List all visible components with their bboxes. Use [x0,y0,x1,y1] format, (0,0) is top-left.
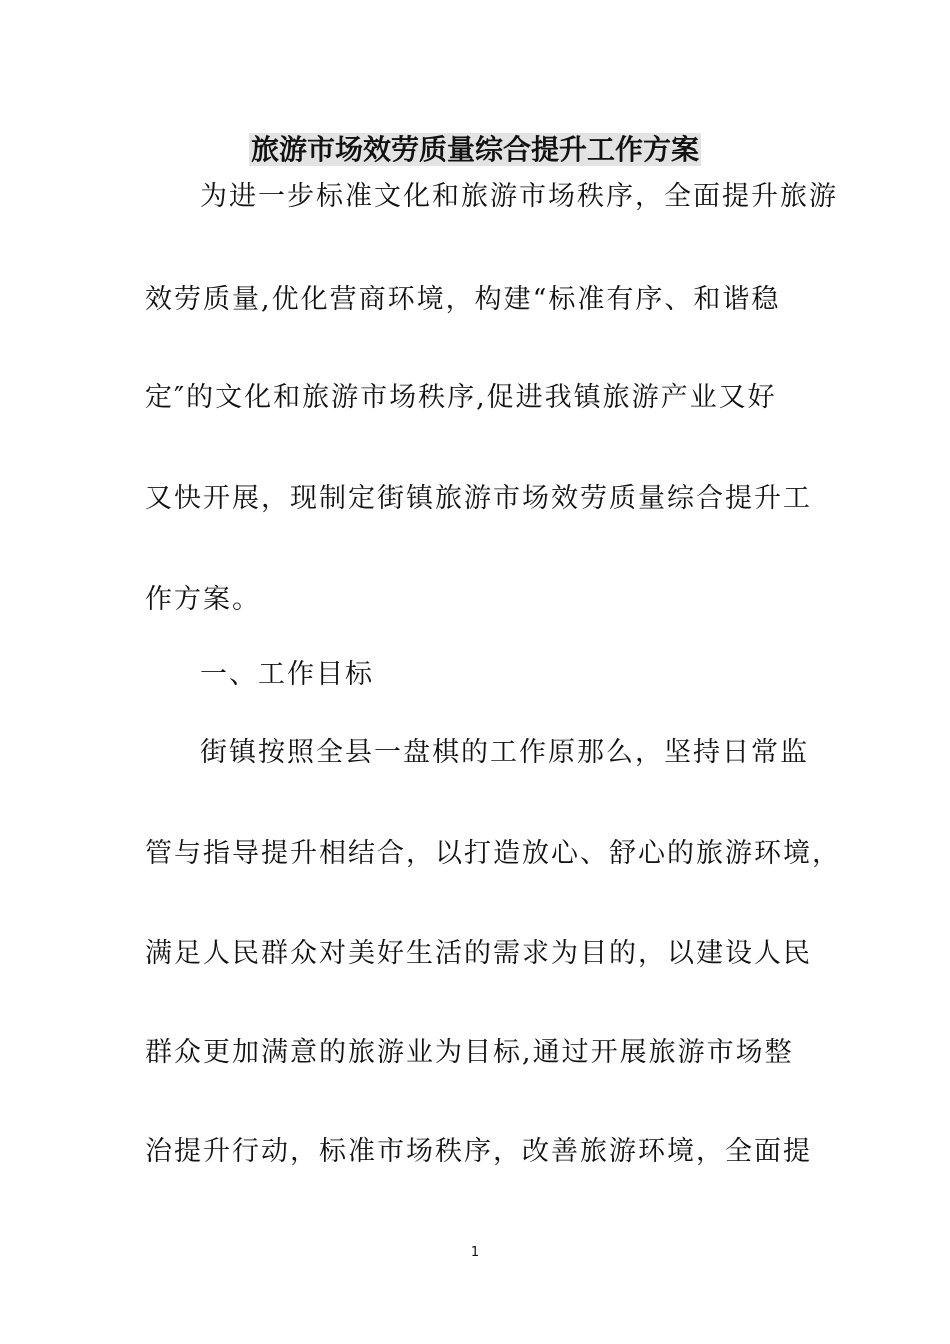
paragraph-line: 又快开展，现制定街镇旅游市场效劳质量综合提升工 [145,483,812,514]
paragraph-line: 定″的文化和旅游市场秩序,促进我镇旅游产业又好 [145,382,777,413]
paragraph-line: 治提升行动，标准市场秩序，改善旅游环境，全面提 [145,1136,812,1167]
section-heading: 一、工作目标 [200,659,374,690]
paragraph-line: 群众更加满意的旅游业为目标,通过开展旅游市场整 [145,1037,794,1068]
paragraph-line: 作方案。 [145,584,261,615]
paragraph-line: 为进一步标准文化和旅游市场秩序，全面提升旅游 [200,181,838,212]
paragraph-line: 满足人民群众对美好生活的需求为目的，以建设人民 [145,938,812,969]
document-title [0,133,950,167]
paragraph-line: 街镇按照全县一盘棋的工作原那么，坚持日常监 [200,737,809,768]
page-number: 1 [470,1245,480,1260]
paragraph-line: 效劳质量,优化营商环境，构建“标准有序、和谐稳 [145,284,781,315]
document-title-text: 旅游市场效劳质量综合提升工作方案 [250,133,699,166]
paragraph-line: 管与指导提升相结合，以打造放心、舒心的旅游环境， [145,838,841,869]
